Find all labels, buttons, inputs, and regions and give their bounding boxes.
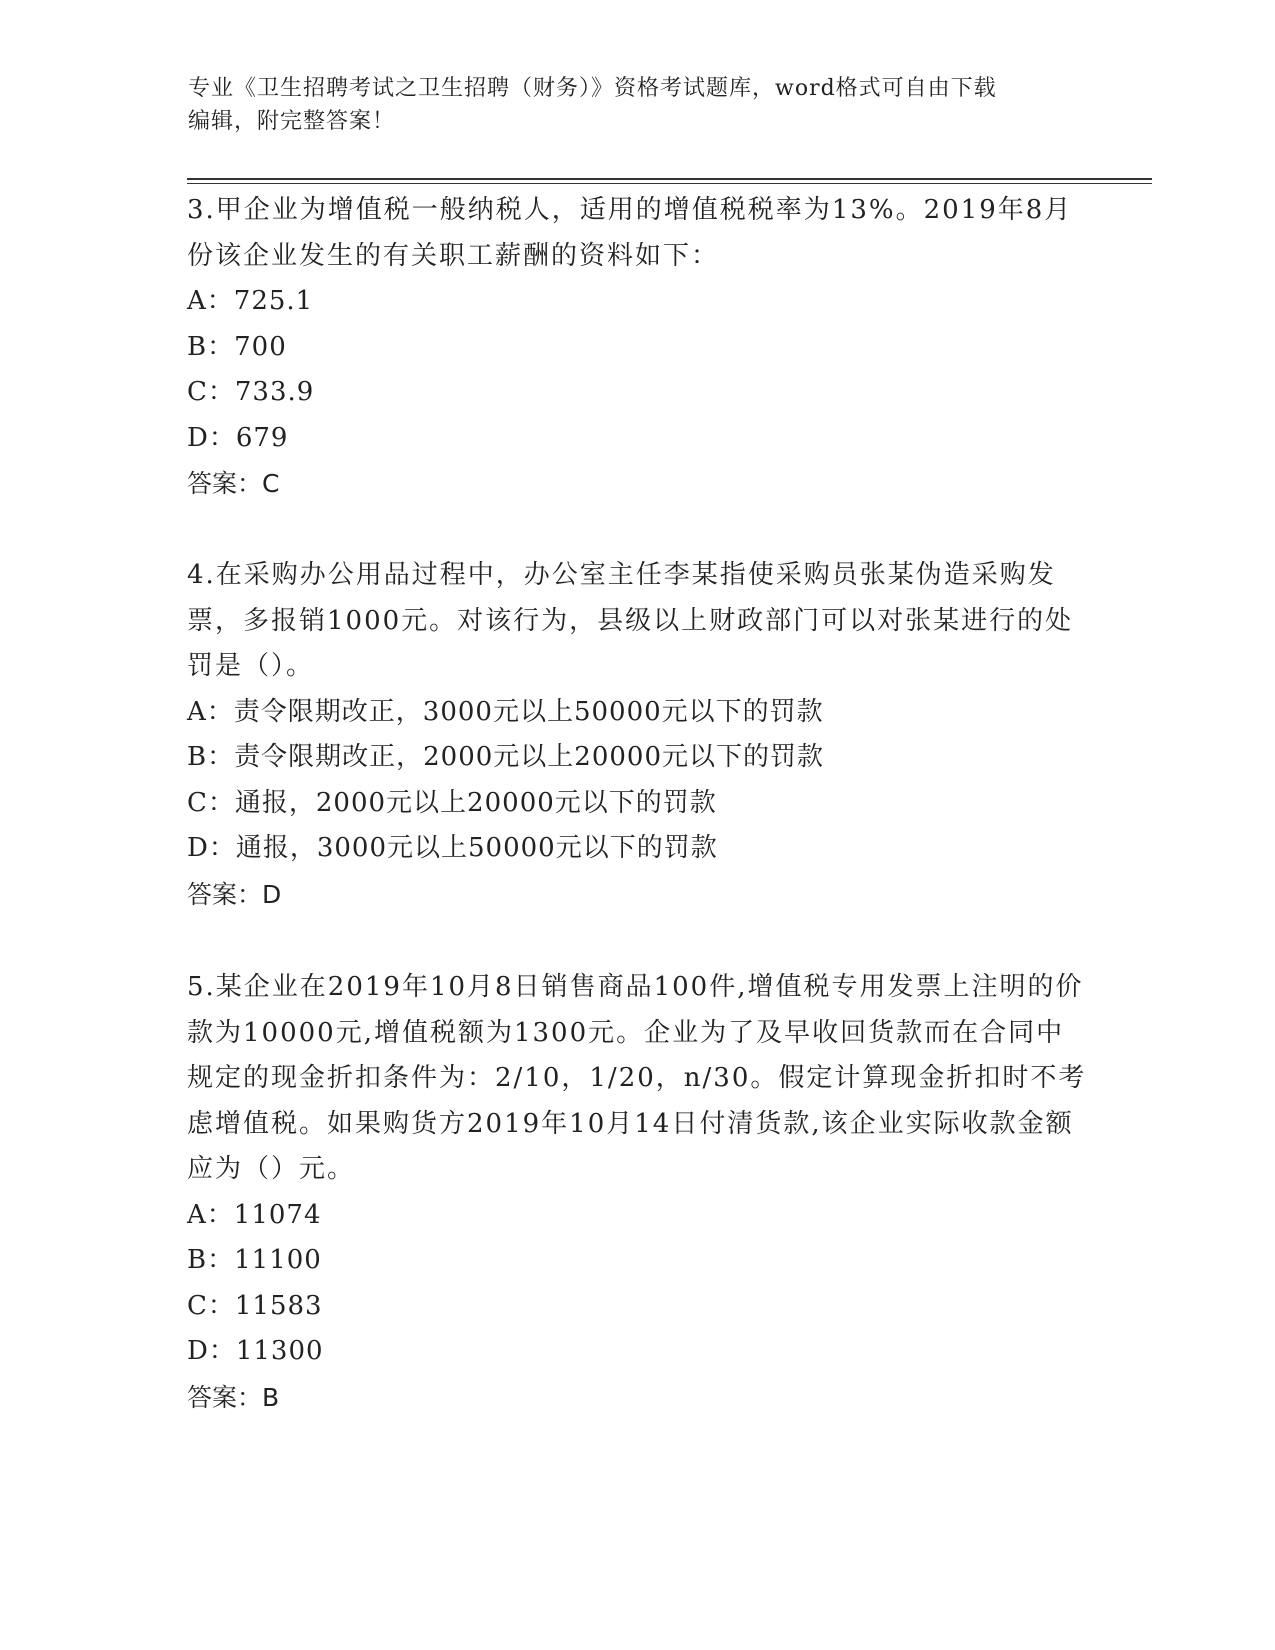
option-b: B：11100 xyxy=(187,1245,322,1275)
option-d: D：679 xyxy=(187,422,289,453)
answer-line: 答案：C xyxy=(187,469,280,498)
option-a: A：725.1 xyxy=(187,286,314,316)
question-4 xyxy=(187,553,1087,917)
header-divider-thick xyxy=(187,178,1152,180)
question-5 xyxy=(187,965,1087,1420)
option-a: A：责令限期改正，3000元以上50000元以下的罚款 xyxy=(187,696,824,727)
question-stem: 3.甲企业为增值税一般纳税人，适用的增值税税率为13%。2019年8月份该企业发生的有关职工薪酬的资料如下： xyxy=(187,195,1073,271)
question-stem: 5.某企业在2019年10月8日销售商品100件,增值税专用发票上注明的价款为10000元,增值税额为1300元。企业为了及早收回货款而在合同中规定的现金折扣条件为：2/10，1/20，n/30。假定计算现金折扣时不考虑增值税。如果购货方2019年10月14日付清货款,该企业实际收款金额应为（）元。 xyxy=(187,972,1087,1184)
option-c: C：11583 xyxy=(187,1290,323,1321)
option-a: A：11074 xyxy=(187,1199,322,1230)
document-header xyxy=(188,72,1068,138)
question-3 xyxy=(187,188,1087,507)
option-d: D：通报，3000元以上50000元以下的罚款 xyxy=(187,833,718,863)
header-line-2: 编辑，附完整答案！ xyxy=(188,109,396,134)
option-b: B：责令限期改正，2000元以上20000元以下的罚款 xyxy=(187,742,824,772)
question-stem: 4.在采购办公用品过程中，办公室主任李某指使采购员张某伪造采购发票，多报销1000元。对该行为，县级以上财政部门可以对张某进行的处罚是（）。 xyxy=(187,560,1074,681)
option-c: C：通报，2000元以上20000元以下的罚款 xyxy=(187,787,717,818)
header-divider-thin xyxy=(187,183,1152,184)
option-b: B：700 xyxy=(187,331,287,362)
option-d: D：11300 xyxy=(187,1336,324,1366)
answer-line: 答案：D xyxy=(187,879,282,909)
header-line-1: 专业《卫生招聘考试之卫生招聘（财务）》资格考试题库，word格式可自由下载 xyxy=(188,76,997,101)
answer-line: 答案：B xyxy=(187,1382,280,1412)
option-c: C：733.9 xyxy=(187,377,315,407)
